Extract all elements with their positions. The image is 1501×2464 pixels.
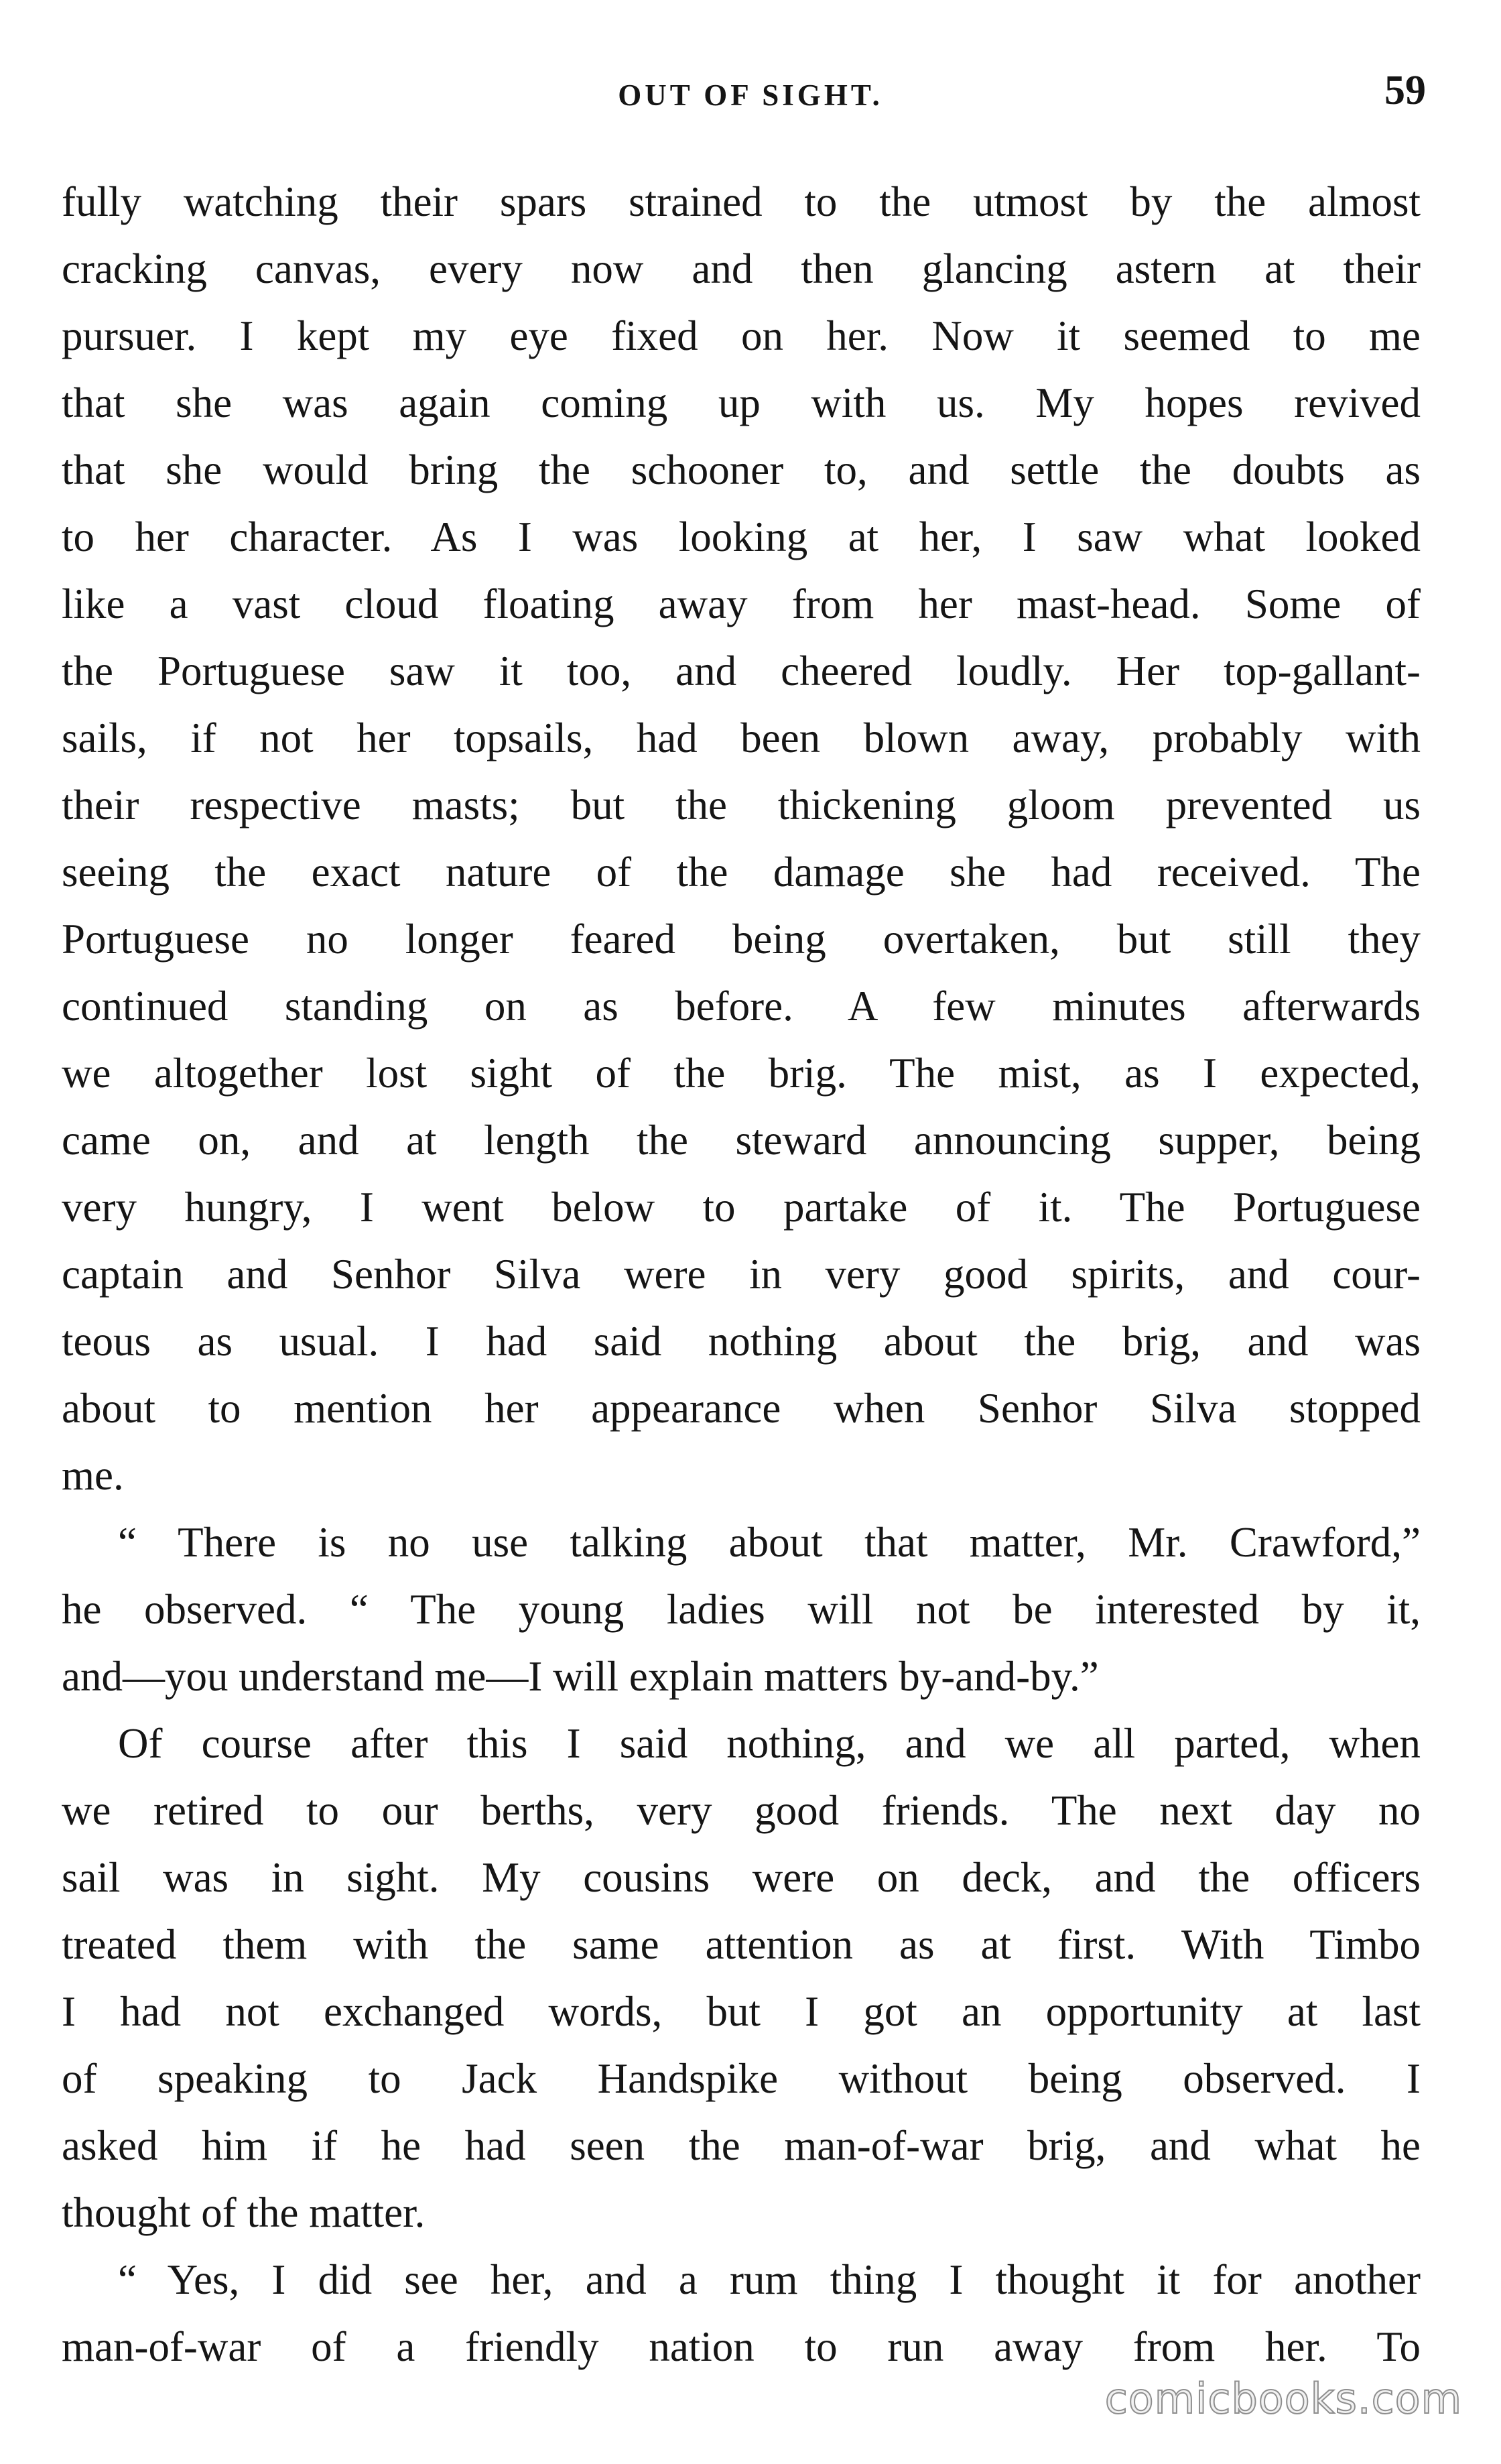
text-line: sails, if not her topsails, had been blown away, probably with [62,715,1421,761]
text-line: sail was in sight. My cousins were on deck, and the officers [62,1854,1421,1901]
text-line: cracking canvas, every now and then glancing astern at their [62,245,1421,292]
text-line: about to mention her appearance when Senhor Silva stopped [62,1385,1421,1432]
text-line: that she would bring the schooner to, and settle the doubts as [62,446,1421,493]
text-line: “ Yes, I did see her, and a rum thing I thought it for another [118,2256,1421,2303]
text-line: Portuguese no longer feared being overtaken, but still they [62,916,1421,963]
text-line: treated them with the same attention as at first. With Timbo [62,1921,1421,1968]
text-line: “ There is no use talking about that matter, Mr. Crawford,” [118,1519,1421,1566]
text-line: continued standing on as before. A few minutes afterwards [62,983,1421,1030]
text-line: pursuer. I kept my eye fixed on her. Now it seemed to me [62,312,1421,359]
text-line: like a vast cloud floating away from her mast-head. Some of [62,580,1421,627]
text-line: fully watching their spars strained to the utmost by the almost [62,178,1421,225]
text-line: teous as usual. I had said nothing about the brig, and was [62,1318,1421,1365]
text-line: me. [62,1452,124,1499]
text-line: we altogether lost sight of the brig. The mist, as I expected, [62,1050,1421,1097]
running-title: OUT OF SIGHT. [618,78,883,112]
text-line: man-of-war of a friendly nation to run away from her. To [62,2323,1421,2370]
watermark: comicbooks.com [1104,2374,1462,2423]
text-line: captain and Senhor Silva were in very good spirits, and cour- [62,1251,1421,1298]
text-line: very hungry, I went below to partake of it. The Portuguese [62,1184,1421,1231]
text-line: that she was again coming up with us. My hopes revived [62,379,1421,426]
text-line: seeing the exact nature of the damage she had received. The [62,849,1421,896]
text-line: thought of the matter. [62,2189,426,2236]
text-line: we retired to our berths, very good friends. The next day no [62,1787,1421,1834]
text-line: and—you understand me—I will explain matters by-and-by.” [62,1653,1099,1700]
text-line: Of course after this I said nothing, and we all parted, when [118,1720,1421,1767]
text-line: of speaking to Jack Handspike without being observed. I [62,2055,1421,2102]
text-line: came on, and at length the steward announcing supper, being [62,1117,1421,1164]
text-line: asked him if he had seen the man-of-war brig, and what he [62,2122,1421,2169]
text-line: I had not exchanged words, but I got an opportunity at last [62,1988,1421,2035]
text-line: to her character. As I was looking at her, I saw what looked [62,513,1421,560]
body-text [62,168,1421,2380]
page-number: 59 [1384,68,1426,113]
text-line: the Portuguese saw it too, and cheered loudly. Her top-gallant- [62,648,1421,694]
text-line: their respective masts; but the thickening gloom prevented us [62,782,1421,828]
text-line: he observed. “ The young ladies will not be interested by it, [62,1586,1421,1633]
